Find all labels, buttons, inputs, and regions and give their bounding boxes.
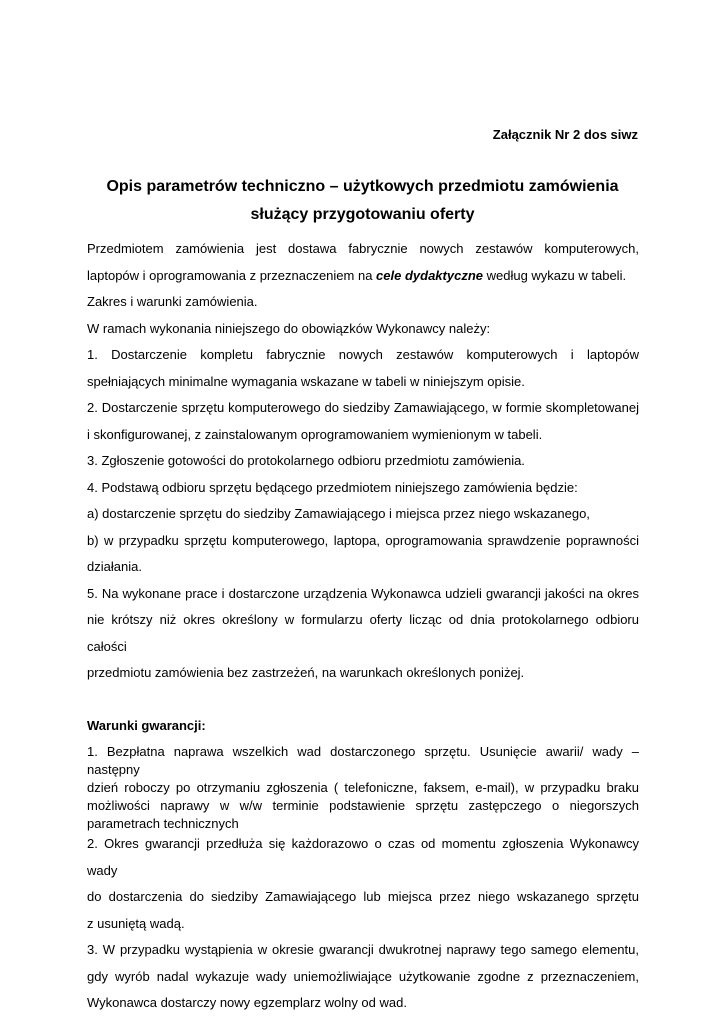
warranty-item-3-line-1: 3. W przypadku wystąpienia w okresie gwarancji dwukrotnej naprawy tego samego elementu,: [87, 942, 639, 957]
warranty-item-1-line-1: 1. Bezpłatna naprawa wszelkich wad dostarczonego sprzętu. Usunięcie awarii/ wady – następny: [87, 744, 639, 777]
spacer: [87, 687, 639, 713]
scope-paragraph: [87, 289, 639, 316]
intro-emphasis: cele dydaktyczne: [376, 267, 483, 283]
warranty-item-2: [87, 831, 639, 937]
intro-line-2: [87, 263, 639, 290]
duty-item-4a: [87, 501, 639, 528]
intro-text: laptopów i oprogramowania z przeznaczeniem na: [87, 267, 377, 283]
duty-item-3: [87, 448, 639, 475]
warranty-heading: Warunki gwarancji:: [87, 717, 206, 733]
duty-item-4b-line-1: b) w przypadku sprzętu komputerowego, laptopa, oprogramowania sprawdzenie poprawności: [87, 532, 639, 548]
warranty-item-1-line-4: parametrach technicznych: [87, 816, 239, 831]
warranty-item-2-line-3: z usuniętą wadą.: [87, 915, 185, 931]
duty-item-4: [87, 475, 639, 502]
document-body: [87, 236, 639, 1017]
warranty-item-1: [87, 743, 639, 833]
document-subtitle: służący przygotowaniu oferty: [250, 206, 475, 223]
duty-item-5-line-2: nie krótszy niż okres określony w formularzu oferty licząc od dnia protokolarnego odbioru całości: [87, 612, 639, 654]
intro-paragraph: [87, 236, 639, 289]
duty-item-5: [87, 581, 639, 687]
duty-item-4a-text: a) dostarczenie sprzętu do siedziby Zamawiającego i miejsca przez niego wskazanego,: [87, 506, 590, 521]
duties-intro-paragraph: [87, 316, 639, 343]
duty-item-1: [87, 342, 639, 395]
document-title: Opis parametrów techniczno – użytkowych przedmiotu zamówienia: [106, 178, 619, 195]
warranty-item-2-line-1: 2. Okres gwarancji przedłuża się każdorazowo o czas od momentu zgłoszenia Wykonawcy wady: [87, 836, 639, 878]
duty-item-2: [87, 395, 639, 448]
duty-item-3-text: 3. Zgłoszenie gotowości do protokolarnego odbioru przedmiotu zamówienia.: [87, 453, 525, 468]
duty-item-2-line-2: i skonfigurowanej, z zainstalowanym oprogramowaniem wymienionym w tabeli.: [87, 426, 543, 442]
duty-item-5-line-1: 5. Na wykonane prace i dostarczone urządzenia Wykonawca udzieli gwarancji jakości na okres: [87, 585, 639, 601]
duty-item-4b-line-2: działania.: [87, 559, 142, 574]
warranty-item-3: [87, 937, 639, 1017]
warranty-item-1-line-2: dzień roboczy po otrzymaniu zgłoszenia ( telefoniczne, faksem, e-mail), w przypadku braku: [87, 780, 639, 795]
warranty-item-3-line-2: gdy wyrób nadal wykazuje wady uniemożliwiające użytkowanie zgodne z przeznaczeniem,: [87, 968, 639, 984]
duties-intro-text: W ramach wykonania niniejszego do obowiązków Wykonawcy należy:: [87, 320, 491, 336]
warranty-item-1-line-3: możliwości naprawy w w/w terminie podstawienie sprzętu zastępczego o niegorszych: [87, 798, 639, 813]
scope-text: Zakres i warunki zamówienia.: [87, 294, 258, 309]
warranty-item-3-line-3: Wykonawca dostarczy nowy egzemplarz wolny od wad.: [87, 995, 407, 1010]
duty-item-1-line-1: 1. Dostarczenie kompletu fabrycznie nowych zestawów komputerowych i laptopów: [87, 347, 639, 362]
intro-line-1: Przedmiotem zamówienia jest dostawa fabrycznie nowych zestawów komputerowych,: [87, 241, 639, 256]
duty-item-1-line-2: spełniających minimalne wymagania wskazane w tabeli w niniejszym opisie.: [87, 373, 525, 389]
warranty-item-2-line-2: do dostarczenia do siedziby Zamawiającego lub miejsca przez niego wskazanego sprzętu: [87, 889, 639, 904]
duty-item-4b: [87, 528, 639, 581]
duty-item-4-text: 4. Podstawą odbioru sprzętu będącego przedmiotem niniejszego zamówienia będzie:: [87, 479, 578, 495]
intro-text-end: według wykazu w tabeli.: [483, 267, 627, 283]
duty-item-5-line-3: przedmiotu zamówienia bez zastrzeżeń, na warunkach określonych poniżej.: [87, 665, 525, 680]
duty-item-2-line-1: 2. Dostarczenie sprzętu komputerowego do siedziby Zamawiającego, w formie skompletowanej: [87, 400, 639, 415]
annex-label: Załącznik Nr 2 dos siwz: [492, 127, 638, 142]
